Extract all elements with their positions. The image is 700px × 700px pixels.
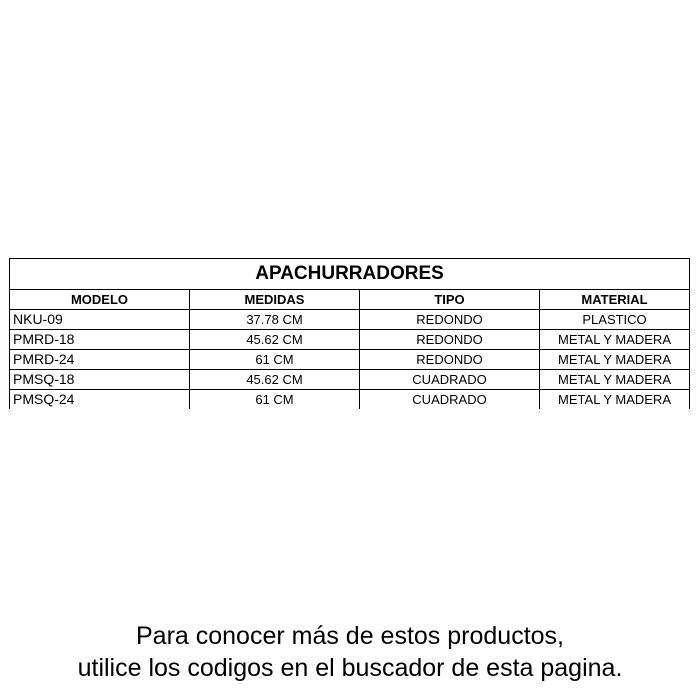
cell-tipo: REDONDO: [360, 310, 540, 330]
header-medidas: MEDIDAS: [190, 290, 360, 310]
table-row: [10, 370, 690, 390]
footer-line-1: Para conocer más de estos productos,: [135, 622, 564, 650]
table-title: APACHURRADORES: [10, 259, 690, 290]
table-header-row: [10, 290, 690, 310]
cell-medidas: 61 CM: [190, 350, 360, 370]
cell-modelo: PMSQ-18: [10, 370, 190, 390]
cell-material: METAL Y MADERA: [540, 350, 690, 370]
cell-medidas: 61 CM: [190, 390, 360, 410]
cell-modelo: PMSQ-24: [10, 390, 190, 410]
cell-medidas: 37.78 CM: [190, 310, 360, 330]
table-row: [10, 390, 690, 410]
cell-modelo: NKU-09: [10, 310, 190, 330]
cell-medidas: 45.62 CM: [190, 330, 360, 350]
cell-tipo: REDONDO: [360, 350, 540, 370]
table-row: [10, 350, 690, 370]
cell-material: METAL Y MADERA: [540, 330, 690, 350]
table-row: [10, 310, 690, 330]
cell-tipo: CUADRADO: [360, 390, 540, 410]
cell-medidas: 45.62 CM: [190, 370, 360, 390]
header-modelo: MODELO: [10, 290, 190, 310]
cell-material: PLASTICO: [540, 310, 690, 330]
cell-modelo: PMRD-18: [10, 330, 190, 350]
cell-modelo: PMRD-24: [10, 350, 190, 370]
products-table: [9, 258, 690, 409]
header-tipo: TIPO: [360, 290, 540, 310]
footer-note: [0, 620, 700, 684]
table-title-row: [10, 259, 690, 290]
cell-material: METAL Y MADERA: [540, 390, 690, 410]
cell-tipo: REDONDO: [360, 330, 540, 350]
cell-tipo: CUADRADO: [360, 370, 540, 390]
header-material: MATERIAL: [540, 290, 690, 310]
cell-material: METAL Y MADERA: [540, 370, 690, 390]
footer-line-2: utilice los codigos en el buscador de esta pagina.: [77, 654, 623, 682]
products-table-container: [9, 258, 689, 409]
table-row: [10, 330, 690, 350]
